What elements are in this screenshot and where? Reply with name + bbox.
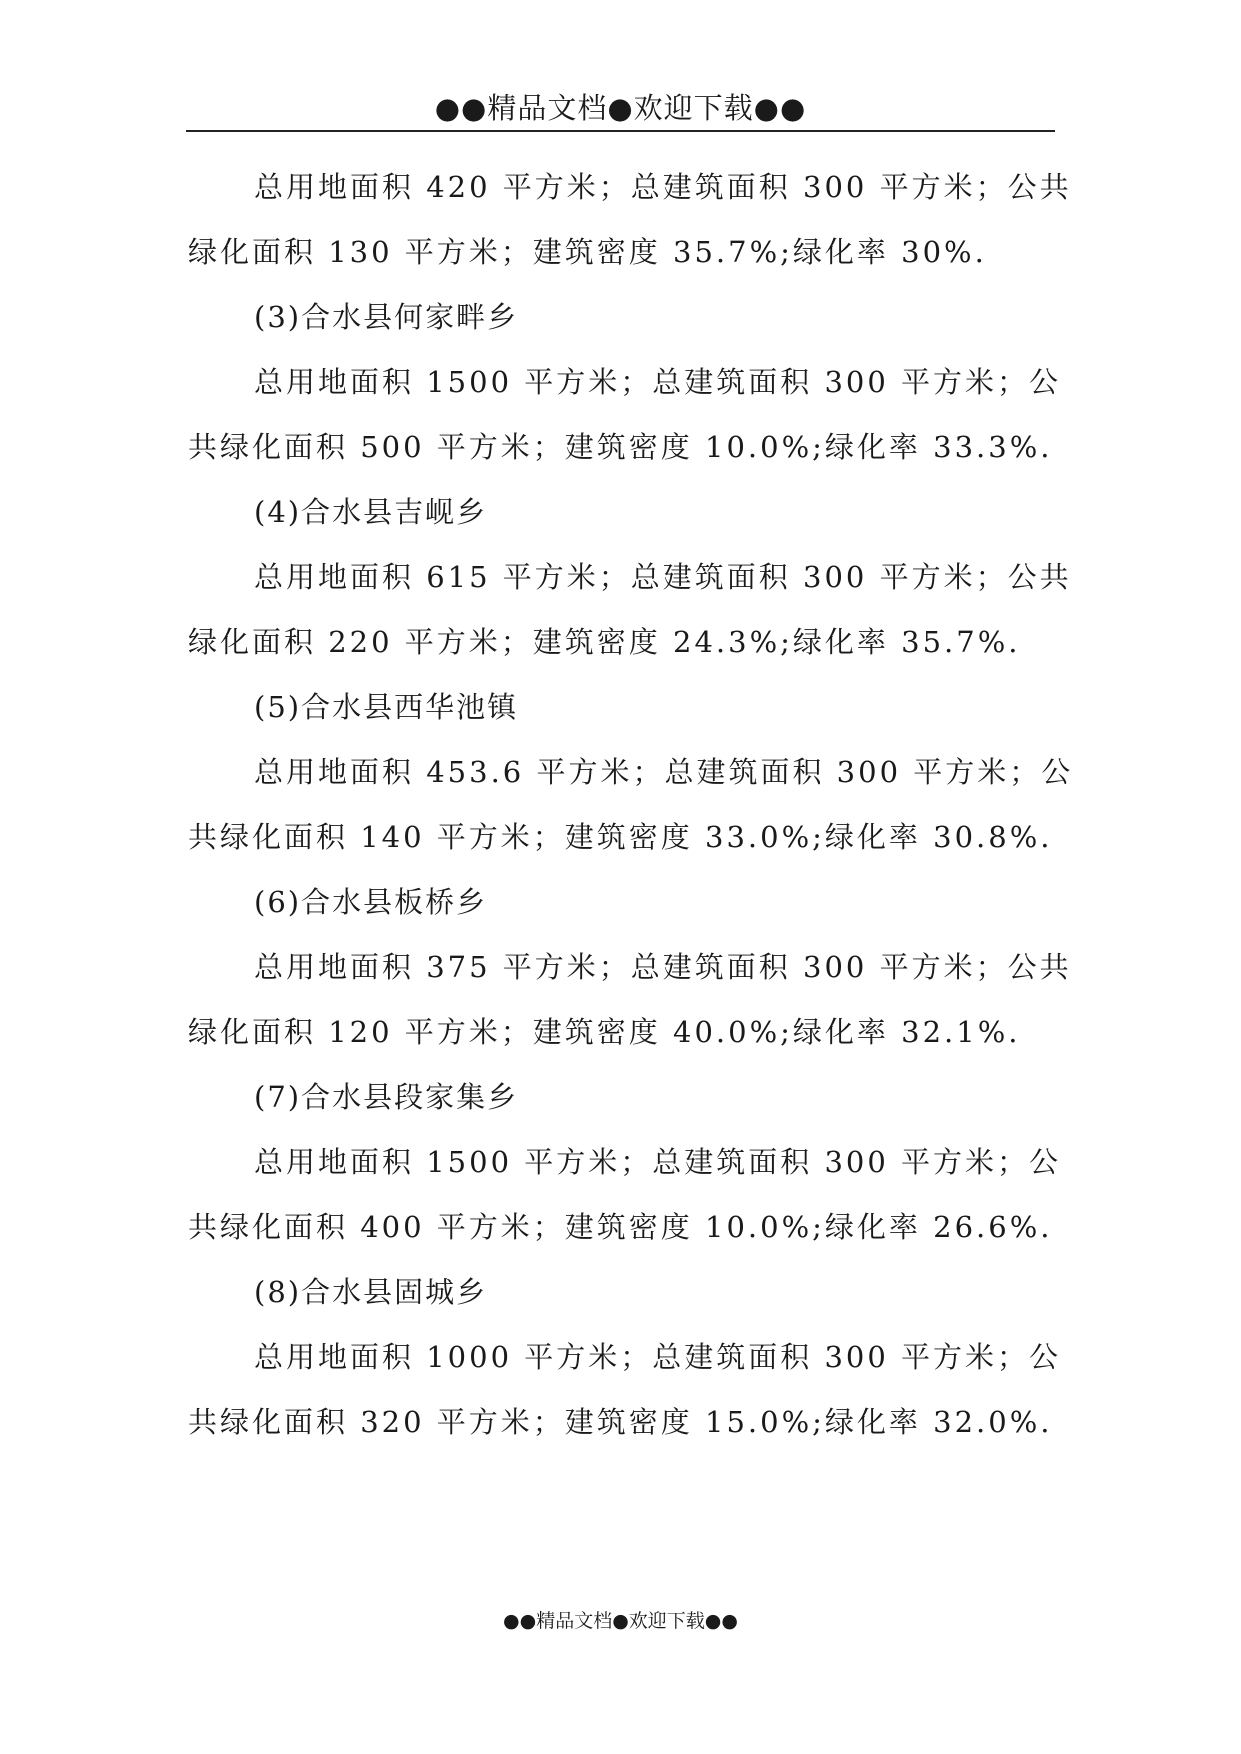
page-header-banner: ●●精品文档●欢迎下载●●: [434, 91, 807, 125]
section-5-line-2: 共绿化面积 140 平方米；建筑密度 33.0%;绿化率 30.8%.: [188, 820, 1053, 854]
section-heading-6: (6)合水县板桥乡: [254, 885, 488, 919]
section-3-line-1: 总用地面积 1500 平方米；总建筑面积 300 平方米；公: [254, 365, 1062, 399]
section-8-line-2: 共绿化面积 320 平方米；建筑密度 15.0%;绿化率 32.0%.: [188, 1405, 1053, 1439]
section-5-line-1: 总用地面积 453.6 平方米；总建筑面积 300 平方米；公: [254, 755, 1074, 789]
section-8-line-1: 总用地面积 1000 平方米；总建筑面积 300 平方米；公: [254, 1340, 1062, 1374]
page-footer-banner: ●●精品文档●欢迎下载●●: [503, 1610, 738, 1632]
section-6-line-2: 绿化面积 120 平方米；建筑密度 40.0%;绿化率 32.1%.: [188, 1015, 1021, 1049]
section-3-line-2: 共绿化面积 500 平方米；建筑密度 10.0%;绿化率 33.3%.: [188, 430, 1053, 464]
section-4-line-1: 总用地面积 615 平方米；总建筑面积 300 平方米；公共: [254, 560, 1072, 594]
section-heading-4: (4)合水县吉岘乡: [254, 495, 488, 529]
section-4-line-2: 绿化面积 220 平方米；建筑密度 24.3%;绿化率 35.7%.: [188, 625, 1021, 659]
section-heading-3: (3)合水县何家畔乡: [254, 300, 519, 334]
document-body: [188, 155, 1074, 1455]
section-7-line-1: 总用地面积 1500 平方米；总建筑面积 300 平方米；公: [254, 1145, 1062, 1179]
section-heading-8: (8)合水县固城乡: [254, 1275, 488, 1309]
header-divider: [186, 130, 1055, 132]
section-heading-5: (5)合水县西华池镇: [254, 690, 519, 724]
intro-line-1: 总用地面积 420 平方米；总建筑面积 300 平方米；公共: [254, 170, 1072, 204]
intro-line-2: 绿化面积 130 平方米；建筑密度 35.7%;绿化率 30%.: [188, 235, 987, 269]
section-6-line-1: 总用地面积 375 平方米；总建筑面积 300 平方米；公共: [254, 950, 1072, 984]
section-heading-7: (7)合水县段家集乡: [254, 1080, 519, 1114]
section-7-line-2: 共绿化面积 400 平方米；建筑密度 10.0%;绿化率 26.6%.: [188, 1210, 1053, 1244]
